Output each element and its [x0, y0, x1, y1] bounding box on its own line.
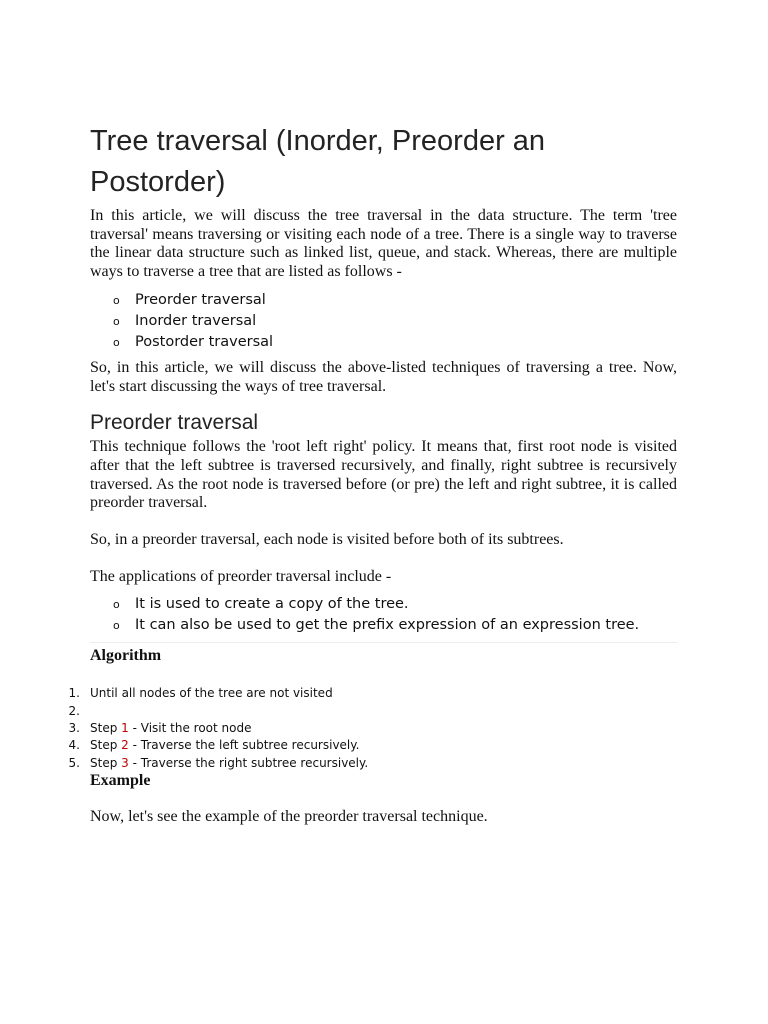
- line-number: 4.: [68, 738, 80, 753]
- section-heading-preorder: Preorder traversal: [90, 411, 259, 435]
- traversal-types-list: [90, 290, 677, 353]
- algorithm-line: [68, 703, 677, 720]
- preorder-description: This technique follows the 'root left right' policy. It means that, first root node is visited after that the left subtree is traversed recursively, and finally, right subtree is recursively traversed. As the root node is traversed before (or pre) the left and right subtree, it is called preorder traversal.: [90, 438, 677, 512]
- list-item: [90, 311, 677, 332]
- list-item-text: It is used to create a copy of the tree.: [135, 596, 409, 613]
- line-number: 1.: [68, 686, 80, 701]
- algorithm-line: [68, 720, 677, 737]
- step-number: 3: [121, 755, 129, 770]
- list-item-text: Preorder traversal: [135, 291, 266, 308]
- list-item-text: Postorder traversal: [135, 333, 274, 350]
- algorithm-text: - Traverse the left subtree recursively.: [128, 738, 360, 753]
- step-word: Step: [90, 721, 118, 736]
- step-word: Step: [90, 755, 118, 770]
- closing-paragraph: So, in this article, we will discuss the above-listed techniques of traversing a tree. Now, let's start discussing the ways of tree traversal.: [90, 358, 677, 395]
- line-number: 2.: [68, 703, 80, 718]
- bullet-marker: o: [113, 619, 120, 633]
- algorithm-text: Until all nodes of the tree are not visited: [90, 686, 333, 701]
- step-number: 2: [121, 738, 129, 753]
- list-item: [90, 332, 677, 353]
- algorithm-line: [68, 755, 677, 772]
- bullet-marker: o: [113, 335, 120, 349]
- line-number: 3.: [68, 721, 80, 736]
- article: [68, 121, 677, 827]
- bullet-marker: o: [113, 598, 120, 612]
- algorithm-text: - Traverse the right subtree recursively.: [128, 755, 369, 770]
- preorder-summary: So, in a preorder traversal, each node is visited before both of its subtrees.: [90, 531, 564, 549]
- list-item: [90, 615, 677, 636]
- algorithm-heading: Algorithm: [90, 647, 162, 665]
- algorithm-line: [68, 685, 677, 702]
- bullet-marker: o: [113, 293, 120, 307]
- page-title: Tree traversal (Inorder, Preorder an Postorder): [90, 125, 546, 198]
- list-item-text: Inorder traversal: [135, 312, 257, 329]
- algorithm-steps: [68, 685, 677, 771]
- algorithm-text: - Visit the root node: [128, 721, 252, 736]
- list-item-text: It can also be used to get the prefix expression of an expression tree.: [135, 617, 640, 634]
- applications-list: [90, 594, 677, 636]
- algorithm-line: [68, 737, 677, 754]
- example-heading: Example: [90, 771, 151, 789]
- example-paragraph: Now, let's see the example of the preorder traversal technique.: [90, 807, 488, 825]
- bullet-marker: o: [113, 314, 120, 328]
- section-divider: [90, 642, 677, 643]
- applications-intro: The applications of preorder traversal include -: [90, 567, 392, 585]
- step-word: Step: [90, 738, 118, 753]
- step-number: 1: [121, 721, 129, 736]
- intro-paragraph: In this article, we will discuss the tree traversal in the data structure. The term 'tree traversal' means traversing or visiting each node of a tree. There is a single way to traverse the linear data structure such as linked list, queue, and stack. Whereas, there are multiple ways to traverse a tree that are listed as follows -: [90, 207, 677, 281]
- list-item: [90, 594, 677, 615]
- list-item: [90, 290, 677, 311]
- line-number: 5.: [68, 755, 80, 770]
